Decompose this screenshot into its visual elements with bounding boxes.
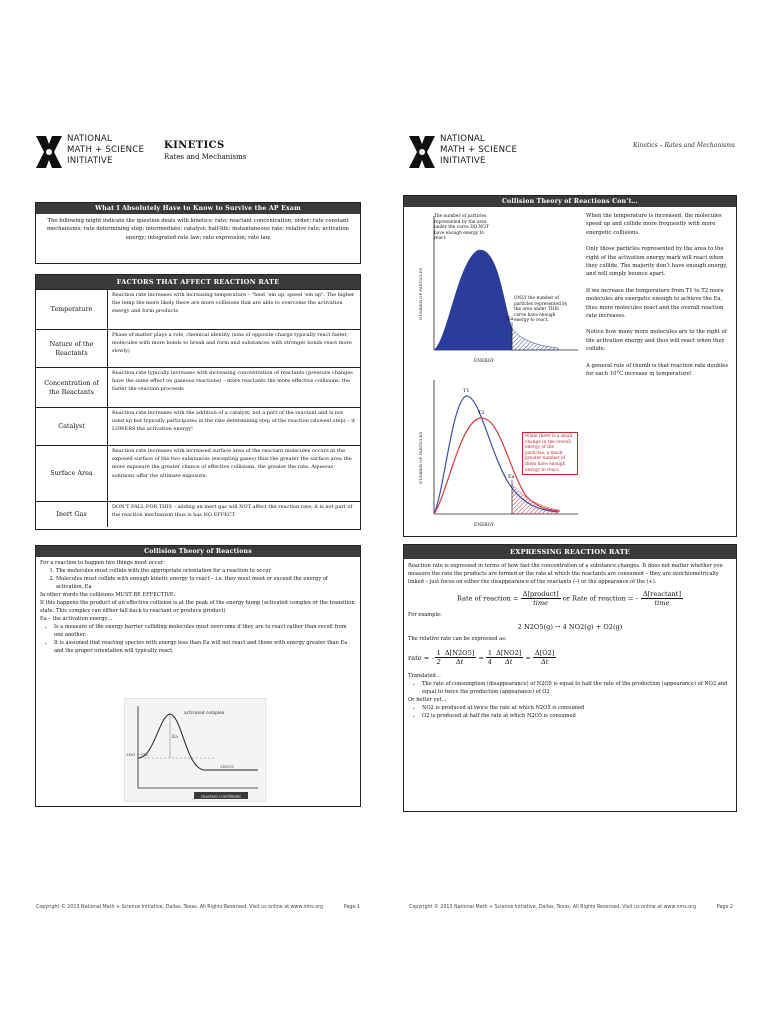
factor-row-nature <box>36 329 360 367</box>
logo-line-2: MATH + SCIENCE <box>440 145 518 155</box>
fraction-denominator: time <box>533 599 549 607</box>
collision-theory-header: Collision Theory of Reactions <box>36 546 360 557</box>
factor-description: DON’T FALL FOR THIS – adding an inert gas will NOT affect the reaction rate; it is not part of the reaction mechanism thus is has NO EFFECT <box>112 504 353 519</box>
t2-label: T2 <box>478 410 485 416</box>
copyright-text: Copyright © 2013 National Math + Science Initiative, Dallas, Texas. All Rights Reserved. Visit us online at www.nms.org <box>36 905 324 910</box>
running-head: Kinetics – Rates and Mechanisms <box>633 142 735 149</box>
page-title: KINETICS <box>164 140 225 151</box>
collision-continued-header: Collision Theory of Reactions Con’t… <box>404 196 736 207</box>
logo-line-3: INITIATIVE <box>67 156 113 166</box>
fraction-numerator: Δ[O2] <box>534 649 555 657</box>
factor-name: Nature of the Reactants <box>36 330 108 367</box>
ea-marker-label: Ea <box>507 316 514 322</box>
factor-row-catalyst <box>36 407 360 445</box>
factor-name: Catalyst <box>36 408 108 445</box>
factor-description: Reaction rate increases with increasing temperature – "heat ‘em up, speed ‘em up". The higher the temp the more likely there are more collisions that are able to overcome the activation energy and form products <box>112 292 355 315</box>
effective-line: In other words the collisions MUST BE EFFECTIVE. <box>40 592 176 598</box>
rate-term <box>486 649 494 666</box>
energy-profile-diagram <box>124 698 266 802</box>
translated-bullet: • The rate of consumption (disappearance) of N2O5 is equal to half the rate of the production (appearance) of NO2 and equal to twice the production (appearance) of O2 <box>422 680 732 696</box>
expressing-rate-header: EXPRESSING REACTION RATE <box>404 545 736 559</box>
fraction-numerator: Δ[reactant] <box>642 590 682 598</box>
logo-line-1: NATIONAL <box>67 134 112 144</box>
factors-table <box>35 274 361 530</box>
graph1-note-low-energy: The number of particles represented by the area under the curve DO NOT have enough energy to react. <box>434 214 489 242</box>
fraction-denominator: 2 <box>436 658 441 666</box>
ap-exam-box <box>35 202 361 264</box>
collision-paragraph: If we increase the temperature from T1 to T2 more molecules are energetic enough to achieve the Ea, thus more molecules react and the overall reaction rate increases. <box>586 287 724 320</box>
ea-bullets <box>40 623 356 655</box>
translated-bullets <box>408 680 732 696</box>
page-2 <box>403 120 739 910</box>
final-bullet: • NO2 is produced at twice the rate at which N2O5 is consumed <box>422 704 732 712</box>
fraction-denominator: 4 <box>487 658 493 666</box>
fraction-denominator: time <box>654 599 670 607</box>
collision-continued-text <box>586 212 733 387</box>
graph1-note-high-energy: ONLY the number of particles represented by the area under THIS curve have enough energy to react. <box>514 296 568 324</box>
fraction-numerator: Δ[NO2] <box>496 649 522 657</box>
activated-complex-text: If this happens the product of an effective collision is at the peak of the energy hump (activated complex or the transition state. This complex can either fall back to reactant or produce product) <box>40 600 355 614</box>
factor-description: Reaction rate increases with the addition of a catalyst; not a part of the reactant and is not used up but typically participates in the rate determining step of the reaction (slowest step) – it LOWERS the activation energy! <box>112 410 355 433</box>
collision-paragraph: Only those particles represented by the area to the right of the activation energy mark will react when they collide. The majority don’t have enough energy, and will simply bounce apart. <box>586 246 728 278</box>
collision-theory-continued-box <box>403 195 737 537</box>
relative-rate-expression <box>408 649 732 666</box>
requirement-item: 1. The molecules must collide with the appropriate orientation for a reaction to occur <box>56 567 356 575</box>
ap-exam-header: What I Absolutely Have to Know to Survive the AP Exam <box>36 203 360 214</box>
fraction-numerator: Δ[N2O5] <box>444 649 475 657</box>
collision-paragraph: A general rule of thumb is that reaction rate doubles for each 10°C increase in temperature! <box>586 362 729 378</box>
logo-line-2: MATH + SCIENCE <box>67 145 145 155</box>
page-1 <box>30 120 366 910</box>
reaction-coordinate-label: reaction coordinate <box>201 793 241 799</box>
fraction-denominator: Δt <box>505 658 513 666</box>
t1-label: T1 <box>463 388 470 394</box>
collision-theory-box <box>35 545 361 807</box>
equals-sign: = <box>525 653 531 662</box>
nmsi-logo-icon <box>407 132 437 172</box>
final-bullet: • O2 is produced at half the rate at which N2O5 is consumed <box>422 712 732 720</box>
ap-exam-keywords: The following might indicate the question deals with kinetics: rate; reactant concentration; order; rate constant mechanisms; rate determining step; intermediate; catalyst; half-life; instantaneous rate; relative rate; activation energy; integrated rate law; rate expression; rate law <box>47 218 349 241</box>
reactant-fraction <box>641 590 683 607</box>
factor-row-concentration <box>36 367 360 407</box>
copyright-text: Copyright © 2013 National Math + Science Initiative, Dallas, Texas. All Rights Reserved. Visit us online at www.nms.org <box>409 905 697 910</box>
factor-row-inert-gas <box>36 501 360 527</box>
nmsi-logo <box>407 128 518 176</box>
ea-bullet: • It is assumed that reacting species with energy less than Ea will not react and those with energy greater than Ea and the proper orientation will typically react. <box>54 639 356 655</box>
fraction-numerator: 1 <box>436 649 441 657</box>
page-subtitle: Rates and Mechanisms <box>164 153 247 161</box>
x-axis-label: ENERGY <box>474 359 494 364</box>
factor-name: Concentration of the Reactants <box>36 368 108 407</box>
requirement-item: 2. Molecules must collide with enough kinetic energy to react – i.e. they must meet or exceed the energy of activation, Ea <box>56 575 356 591</box>
factor-description: Phase of matter plays a role, chemical identity (ions of opposite charge typically react faster, molecules with more bonds to break and form and substances with stronger bonds react more slowly) <box>112 332 352 355</box>
collision-paragraph: When the temperature is increased, the molecules speed up and collide more frequently with more energetic collisions. <box>586 213 722 236</box>
factor-description: Reaction rate increases with increased surface area of the reactant molecules occurs at the exposed surface of the two substances (excepting gases) thus the greater the surface area the more exposure the greater chance of effective collisions, the greater the rate. Aqueous solutions offer the ultimate exposure. <box>112 448 352 479</box>
page-number: Page 1 <box>343 905 360 910</box>
y-axis-label: NUMBER OF PARTICLES <box>418 431 423 484</box>
factors-header: FACTORS THAT AFFECT REACTION RATE <box>36 275 360 289</box>
page-number: Page 2 <box>716 905 733 910</box>
fraction-numerator: Δ[product] <box>522 590 559 598</box>
collision-paragraph: Notice how many more molecules are to the right of the activation energy and thus will react when they collide. <box>586 329 727 353</box>
final-bullets <box>408 704 732 720</box>
factor-name: Surface Area <box>36 446 108 501</box>
ea-marker-label: Ea <box>508 474 515 480</box>
rate-prefix: rate = – <box>408 653 435 662</box>
or-better-label: Or better yet… <box>408 697 447 703</box>
logo-line-3: INITIATIVE <box>440 156 486 166</box>
equals-sign: = <box>478 653 484 662</box>
collision-requirements <box>40 567 356 591</box>
rate-term <box>443 649 476 666</box>
translated-label: Translated… <box>408 673 441 679</box>
page-1-footer <box>36 905 360 910</box>
fraction-denominator: Δt <box>455 658 464 666</box>
page-2-footer <box>409 905 733 910</box>
x-axis-label: ENERGY <box>474 523 494 528</box>
logo-line-1: NATIONAL <box>440 134 485 144</box>
activated-complex-label: activated complex <box>184 711 225 716</box>
rate-or-label: or Rate of reaction = – <box>562 594 639 603</box>
nmsi-logo <box>34 128 145 176</box>
collision-intro: For a reaction to happen two things must occur: <box>40 560 165 566</box>
example-equation: 2 N2O5(g) → 4 NO2(g) + O2(g) <box>517 623 623 631</box>
rate-label: Rate of reaction = <box>456 594 519 603</box>
factor-name: Inert Gas <box>36 502 108 527</box>
nmsi-logo-icon <box>34 132 64 172</box>
factor-row-temperature <box>36 289 360 329</box>
rate-definition <box>408 590 732 607</box>
ea-definition-label: Ea – the activation energy… <box>40 616 113 622</box>
rate-term <box>435 649 443 666</box>
factor-name: Temperature <box>36 290 108 329</box>
rate-term <box>494 649 523 666</box>
factor-row-surface-area <box>36 445 360 501</box>
rate-term <box>533 649 557 666</box>
relative-rate-label: The relative rate can be expressed as: <box>408 636 507 642</box>
products-label: 2NOCl <box>220 764 234 769</box>
y-axis-label: NUMBER OF PARTICLES <box>418 267 423 320</box>
ea-bullet: • Is a measure of the energy barrier colliding molecules must overcome if they are to react rather than recoil from one another. <box>54 623 356 639</box>
expressing-rate-box <box>403 544 737 812</box>
fraction-denominator: Δt <box>540 658 549 666</box>
reactants-label: 2NO + Cl2 <box>126 752 149 757</box>
fraction-numerator: 1 <box>487 649 493 657</box>
rate-intro: Reaction rate is expressed in terms of how fast the concentration of a substance changes. It does not matter whether you measure the rate the products are formed or the rate at which the reactants are consumed – they are stoichiometrically linked – just focus on either the disappearance of the reactants (–) or the appearance of the (+). <box>408 563 723 585</box>
product-fraction <box>521 590 561 607</box>
factor-description: Reaction rate typically increases with increasing concentration of reactants (pressure changes have the same effect on gaseous reactions) – more reactants the more effective collisions, the faster the reaction proceeds <box>112 370 353 393</box>
example-label: For example: <box>408 612 442 618</box>
graph2-note-temperature-shift: While there is a small change in the overall energy of the particles, a much greater number of them have enough energy to react. <box>522 432 578 475</box>
ea-label: Ea <box>172 735 178 740</box>
